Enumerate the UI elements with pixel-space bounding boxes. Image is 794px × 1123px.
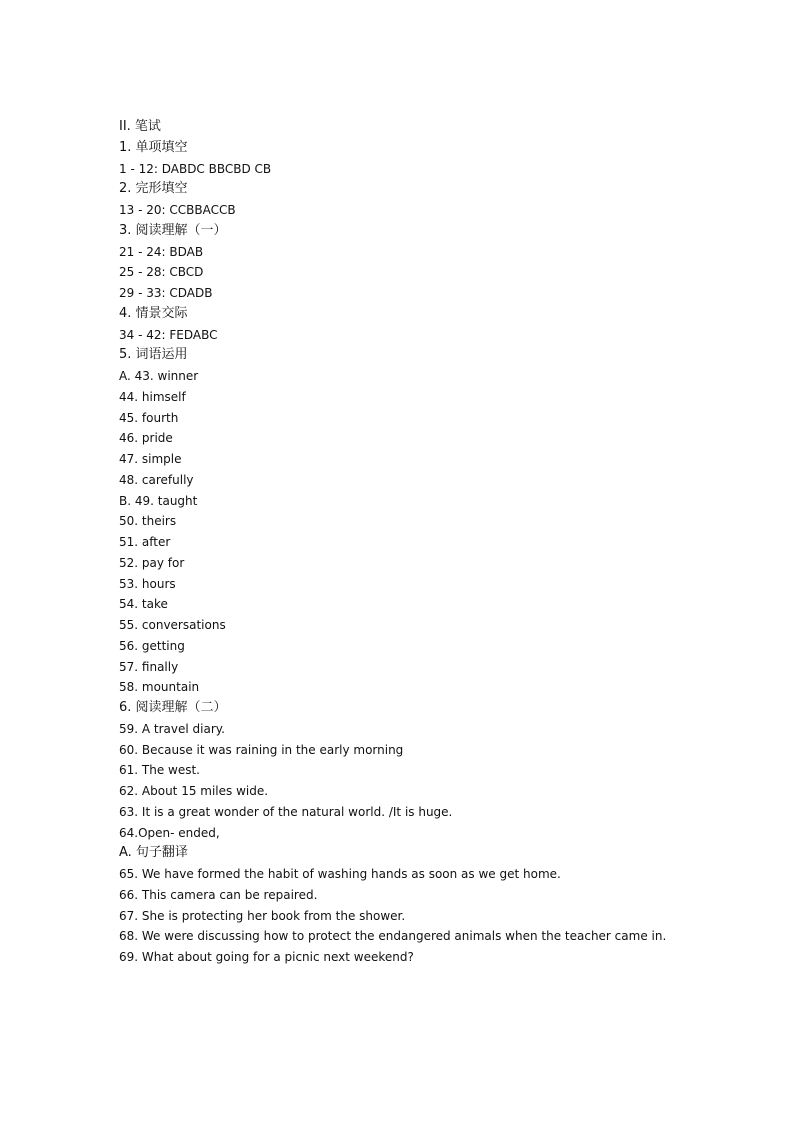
answer-line: 62. About 15 miles wide. [119, 784, 269, 798]
answer-line: B. 49. taught [119, 493, 198, 508]
section-heading: A. 句子翻译 [119, 845, 188, 861]
answer-line: 63. It is a great wonder of the natural world. /It is huge. [119, 804, 453, 819]
answer-line: 1 - 12: DABDC BBCBD CB [119, 161, 272, 176]
answer-line: 58. mountain [119, 680, 200, 695]
answer-line: 13 - 20: CCBBACCB [119, 203, 236, 217]
answer-line: 59. A travel diary. [119, 721, 225, 736]
answer-line: 56. getting [119, 638, 185, 653]
answer-line: 66. This camera can be repaired. [119, 887, 318, 902]
answer-line: 57. finally [119, 659, 179, 674]
answer-line: 61. The west. [119, 763, 200, 778]
answer-line: 64.Open- ended, [119, 825, 220, 840]
answer-line: 44. himself [119, 389, 186, 404]
answer-line: 60. Because it was raining in the early morning [119, 742, 404, 757]
answer-line: 46. pride [119, 431, 173, 446]
answer-line: 34 - 42: FEDABC [119, 327, 218, 342]
answer-line: 69. What about going for a picnic next weekend? [119, 950, 414, 964]
answer-line: 67. She is protecting her book from the shower. [119, 908, 406, 923]
section-heading: 6. 阅读理解（二） [119, 700, 227, 715]
answer-line: 21 - 24: BDAB [119, 244, 204, 259]
section-heading: 1. 单项填空 [119, 139, 188, 155]
answer-line: 50. theirs [119, 514, 177, 529]
section-heading: 3. 阅读理解（一） [119, 222, 227, 238]
answer-line: 25 - 28: CBCD [119, 265, 204, 280]
section-heading: II. 笔试 [119, 119, 161, 134]
answer-line: 65. We have formed the habit of washing hands as soon as we get home. [119, 867, 561, 881]
section-heading: 4. 情景交际 [119, 305, 188, 321]
answer-line: 55. conversations [119, 618, 226, 632]
answer-line: 53. hours [119, 576, 176, 591]
answer-line: 48. carefully [119, 472, 194, 487]
section-heading: 5. 词语运用 [119, 347, 188, 363]
answer-key-document [119, 117, 739, 968]
answer-line: 54. take [119, 597, 168, 612]
answer-line: 45. fourth [119, 410, 179, 425]
answer-line: 51. after [119, 535, 171, 549]
answer-line: 68. We were discussing how to protect the endangered animals when the teacher came in. [119, 929, 667, 944]
section-heading: 2. 完形填空 [119, 181, 188, 197]
answer-line: A. 43. winner [119, 369, 199, 383]
answer-line: 47. simple [119, 452, 182, 466]
answer-line: 52. pay for [119, 555, 185, 570]
answer-line: 29 - 33: CDADB [119, 286, 213, 300]
